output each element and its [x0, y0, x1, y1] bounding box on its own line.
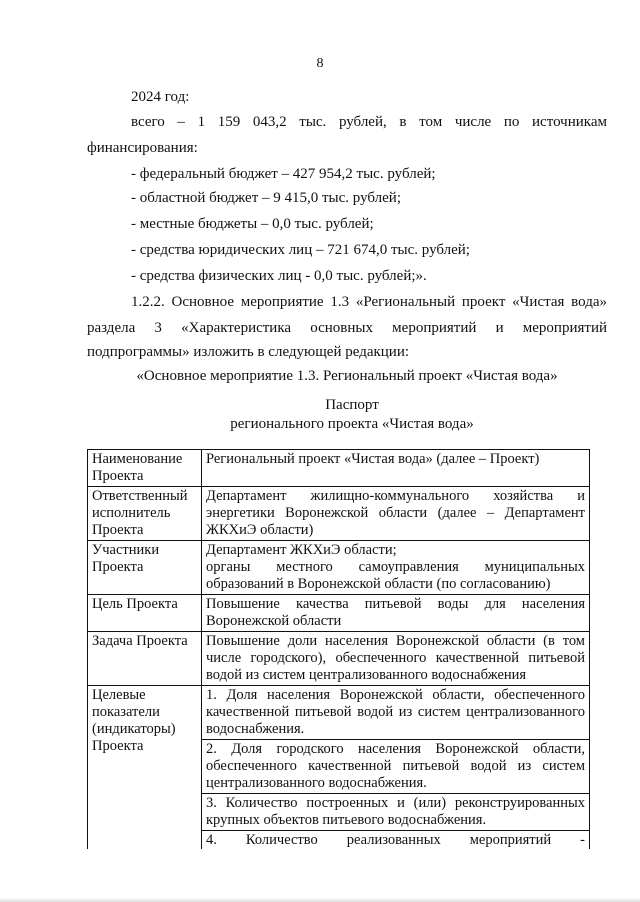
funding-regional: - областной бюджет – 9 415,0 тыс. рублей;: [131, 190, 401, 206]
total-line-cont: финансирования:: [87, 140, 198, 156]
row-label: Цель Проекта: [88, 595, 202, 632]
list-item: 3. Количество построенных и (или) реконструированных крупных объектов питьевого водоснабжения.: [202, 794, 589, 831]
row-label: Наименование Проекта: [88, 450, 202, 487]
row-value: Повышение доли населения Воронежской области (в том числе городского), обеспеченного качественной питьевой водой из систем централизованного водоснабжения: [202, 632, 590, 686]
page-edge: [0, 898, 640, 902]
table-row: [88, 487, 590, 541]
row-label: Ответственный исполнитель Проекта: [88, 487, 202, 541]
list-item: 1. Доля населения Воронежской области, обеспеченного качественной питьевой водой из систем централизованного водоснабжения.: [202, 686, 589, 740]
row-value: органы местного самоуправления муниципальных образований в Воронежской области (по согласованию): [206, 559, 585, 592]
total-line: всего – 1 159 043,2 тыс. рублей, в том числе по источникам: [131, 114, 607, 130]
row-value: Повышение качества питьевой воды для населения Воронежской области: [202, 595, 590, 632]
passport-table: [87, 449, 590, 849]
passport-subtitle: регионального проекта «Чистая вода»: [230, 416, 474, 432]
funding-individual: - средства физических лиц - 0,0 тыс. рублей;».: [131, 268, 427, 284]
funding-federal: - федеральный бюджет – 427 954,2 тыс. рублей;: [131, 166, 436, 182]
table-row: [88, 450, 590, 487]
funding-legal: - средства юридических лиц – 721 674,0 тыс. рублей;: [131, 242, 470, 258]
table-row: [88, 595, 590, 632]
funding-local: - местные бюджеты – 0,0 тыс. рублей;: [131, 216, 374, 232]
paragraph-line-3: подпрограммы» изложить в следующей редакции:: [87, 344, 410, 360]
table-row: [88, 686, 590, 850]
row-label: Задача Проекта: [88, 632, 202, 686]
passport-title: Паспорт: [325, 397, 379, 413]
paragraph-line-2: раздела 3 «Характеристика основных мероприятий и мероприятий: [87, 320, 607, 336]
table-row: [88, 632, 590, 686]
row-value: Департамент ЖКХиЭ области;: [206, 542, 397, 558]
row-label: Участники Проекта: [88, 541, 202, 595]
row-value: Региональный проект «Чистая вода» (далее – Проект): [202, 450, 590, 487]
list-item: 4. Количество реализованных мероприятий -: [206, 832, 585, 848]
row-value-group: [202, 541, 590, 595]
table-row: [88, 541, 590, 595]
quote-title: «Основное мероприятие 1.3. Региональный проект «Чистая вода»: [136, 368, 558, 384]
year-heading: 2024 год:: [131, 89, 190, 105]
row-value: Департамент жилищно-коммунального хозяйства и энергетики Воронежской области (далее – Департамент ЖКХиЭ области): [202, 487, 590, 541]
row-value-group: [202, 686, 590, 850]
row-label: Целевые показатели (индикаторы) Проекта: [88, 686, 202, 850]
list-item: 2. Доля городского населения Воронежской области, обеспеченного качественной питьевой водой из систем централизованного водоснабжения.: [202, 740, 589, 794]
page-number: 8: [316, 56, 324, 71]
paragraph-line-1: 1.2.2. Основное мероприятие 1.3 «Региональный проект «Чистая вода»: [131, 294, 607, 310]
